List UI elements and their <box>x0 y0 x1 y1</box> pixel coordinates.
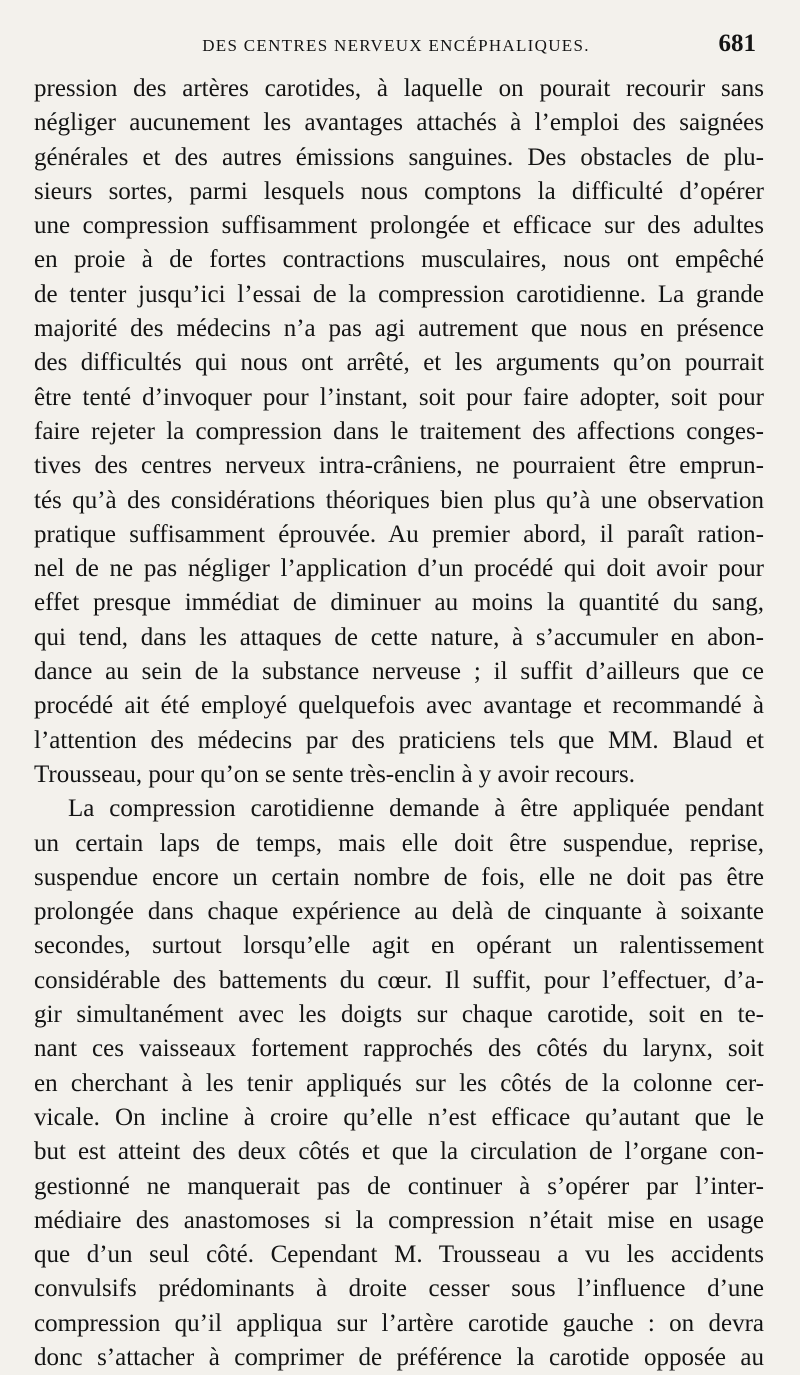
text-line: convulsifs prédominants à droite cesser sous l’influence d’une <box>34 1275 764 1303</box>
text-line: médiaire des anastomoses si la compression n’était mise en usage <box>34 1206 764 1234</box>
paragraph <box>34 792 764 1375</box>
text-line: générales et des autres émissions sanguines. Des obstacles de plu- <box>34 143 764 171</box>
text-line: tives des centres nerveux intra-crâniens, ne pourraient être emprun- <box>34 452 764 480</box>
text-line: effet presque immédiat de diminuer au moins la quantité du sang, <box>34 589 764 617</box>
body-text <box>34 72 764 1375</box>
text-line: être tenté d’invoquer pour l’instant, soit pour faire adopter, soit pour <box>34 383 764 411</box>
running-title: DES CENTRES NERVEUX ENCÉPHALIQUES. <box>202 36 590 55</box>
text-line: vicale. On incline à croire qu’elle n’est efficace qu’autant que le <box>34 1103 764 1131</box>
text-line: tés qu’à des considérations théoriques bien plus qu’à une observation <box>34 486 764 514</box>
text-line: compression qu’il appliqua sur l’artère carotide gauche : on devra <box>34 1309 764 1337</box>
text-line: pratique suffisamment éprouvée. Au premier abord, il paraît ration- <box>34 520 764 548</box>
text-line: gestionné ne manquerait pas de continuer à s’opérer par l’inter- <box>34 1172 764 1200</box>
text-line: l’attention des médecins par des praticiens tels que MM. Blaud et <box>34 726 764 754</box>
text-line: procédé ait été employé quelquefois avec avantage et recommandé à <box>34 692 764 720</box>
text-line: un certain laps de temps, mais elle doit être suspendue, reprise, <box>34 829 764 857</box>
text-line: qui tend, dans les attaques de cette nature, à s’accumuler en abon- <box>34 623 764 651</box>
text-line: majorité des médecins n’a pas agi autrement que nous en présence <box>34 315 764 343</box>
text-line: Trousseau, pour qu’on se sente très-enclin à y avoir recours. <box>34 760 636 788</box>
text-line: une compression suffisamment prolongée et efficace sur des adultes <box>34 212 764 240</box>
page-header <box>36 30 756 60</box>
text-line: prolongée dans chaque expérience au delà de cinquante à soixante <box>34 898 764 926</box>
text-line: La compression carotidienne demande à être appliquée pendant <box>68 795 764 823</box>
text-line: nant ces vaisseaux fortement rapprochés des côtés du larynx, soit <box>34 1035 764 1063</box>
text-line: que d’un seul côté. Cependant M. Trousseau a vu les accidents <box>34 1241 764 1269</box>
text-line: en cherchant à les tenir appliqués sur les côtés de la colonne cer- <box>34 1069 764 1097</box>
text-line: pression des artères carotides, à laquelle on pourait recourir sans <box>34 75 764 102</box>
text-line: des difficultés qui nous ont arrêté, et les arguments qu’on pourrait <box>34 349 764 377</box>
text-line: donc s’attacher à comprimer de préférence la carotide opposée au <box>34 1343 764 1371</box>
text-line: faire rejeter la compression dans le traitement des affections conges- <box>34 417 764 445</box>
text-line: négliger aucunement les avantages attachés à l’emploi des saignées <box>34 109 764 137</box>
page-number: 681 <box>718 30 756 57</box>
text-line: secondes, surtout lorsqu’elle agit en opérant un ralentissement <box>34 932 764 960</box>
text-line: suspendue encore un certain nombre de fois, elle ne doit pas être <box>34 863 764 891</box>
text-line: dance au sein de la substance nerveuse ; il suffit d’ailleurs que ce <box>34 658 764 686</box>
text-line: gir simultanément avec les doigts sur chaque carotide, soit en te- <box>34 1001 764 1029</box>
paragraph <box>34 72 764 792</box>
text-line: considérable des battements du cœur. Il suffit, pour l’effectuer, d’a- <box>34 966 764 994</box>
text-line: de tenter jusqu’ici l’essai de la compression carotidienne. La grande <box>34 280 764 308</box>
text-line: but est atteint des deux côtés et que la circulation de l’organe con- <box>34 1138 764 1166</box>
text-line: sieurs sortes, parmi lesquels nous comptons la difficulté d’opérer <box>34 177 764 205</box>
text-line: en proie à de fortes contractions musculaires, nous ont empêché <box>34 246 764 274</box>
text-line: nel de ne pas négliger l’application d’un procédé qui doit avoir pour <box>34 555 764 583</box>
